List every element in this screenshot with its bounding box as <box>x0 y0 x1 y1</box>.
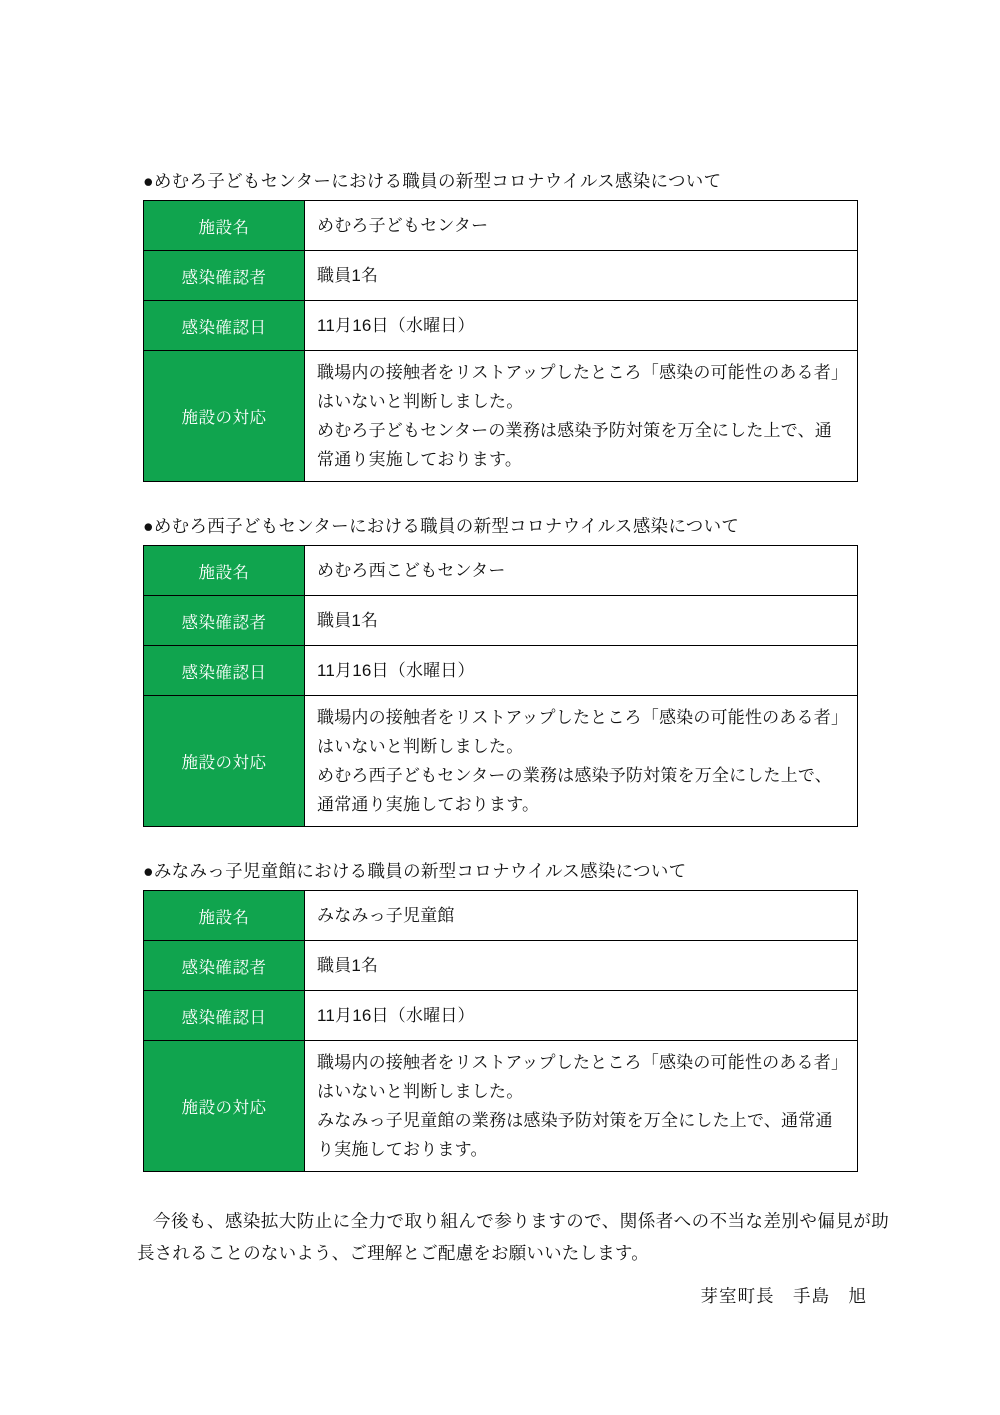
table-row-facility-response <box>144 696 858 827</box>
facility-section-minamikko-jidokan <box>143 858 1000 1172</box>
facility-table <box>143 890 858 1172</box>
facility-table <box>143 200 858 482</box>
facility-section-memuro-nishi-kodomo-center <box>143 513 1000 827</box>
row-value-facility-name: めむろ子どもセンター <box>305 201 858 251</box>
table-row-confirmed-date <box>144 301 858 351</box>
table-row-confirmed-person <box>144 941 858 991</box>
facility-table <box>143 545 858 827</box>
table-row-confirmed-date <box>144 646 858 696</box>
row-label-facility-response: 施設の対応 <box>144 696 305 827</box>
row-value-facility-response <box>305 1041 858 1172</box>
signature: 芽室町長 手島 旭 <box>700 1286 867 1306</box>
table-row-confirmed-date <box>144 991 858 1041</box>
row-value-facility-response <box>305 351 858 482</box>
response-line: 職場内の接触者をリストアップしたところ「感染の可能性のある者」はいないと判断しました。 <box>317 363 840 411</box>
row-value-confirmed-person: 職員1名 <box>305 596 858 646</box>
row-value-confirmed-date: 11月16日（水曜日） <box>305 991 858 1041</box>
table-row-facility-response <box>144 1041 858 1172</box>
response-line: めむろ西子どもセンターの業務は感染予防対策を万全にした上で、通常通り実施しております。 <box>317 766 832 814</box>
table-row-confirmed-person <box>144 596 858 646</box>
row-value-confirmed-date: 11月16日（水曜日） <box>305 646 858 696</box>
table-row-facility-name <box>144 891 858 941</box>
row-label-facility-name: 施設名 <box>144 891 305 941</box>
row-label-confirmed-person: 感染確認者 <box>144 941 305 991</box>
response-line: みなみっ子児童館の業務は感染予防対策を万全にした上で、通常通り実施しております。 <box>317 1111 833 1159</box>
row-value-facility-name: みなみっ子児童館 <box>305 891 858 941</box>
row-label-confirmed-date: 感染確認日 <box>144 646 305 696</box>
section-heading: ●めむろ子どもセンターにおける職員の新型コロナウイルス感染について <box>143 171 722 191</box>
response-line: 職場内の接触者をリストアップしたところ「感染の可能性のある者」はいないと判断しました。 <box>317 1053 840 1101</box>
table-row-facility-name <box>144 546 858 596</box>
section-heading: ●みなみっ子児童館における職員の新型コロナウイルス感染について <box>143 861 687 881</box>
row-label-confirmed-date: 感染確認日 <box>144 301 305 351</box>
row-label-facility-name: 施設名 <box>144 201 305 251</box>
row-value-confirmed-person: 職員1名 <box>305 941 858 991</box>
row-label-facility-response: 施設の対応 <box>144 1041 305 1172</box>
row-label-facility-name: 施設名 <box>144 546 305 596</box>
facility-section-memuro-kodomo-center <box>143 168 1000 482</box>
table-row-facility-response <box>144 351 858 482</box>
response-line: めむろ子どもセンターの業務は感染予防対策を万全にした上で、通常通り実施しております。 <box>317 421 832 469</box>
row-label-confirmed-person: 感染確認者 <box>144 251 305 301</box>
section-heading: ●めむろ西子どもセンターにおける職員の新型コロナウイルス感染について <box>143 516 740 536</box>
row-value-facility-name: めむろ西こどもセンター <box>305 546 858 596</box>
row-value-confirmed-date: 11月16日（水曜日） <box>305 301 858 351</box>
row-label-confirmed-date: 感染確認日 <box>144 991 305 1041</box>
row-label-facility-response: 施設の対応 <box>144 351 305 482</box>
table-row-facility-name <box>144 201 858 251</box>
row-value-confirmed-person: 職員1名 <box>305 251 858 301</box>
row-label-confirmed-person: 感染確認者 <box>144 596 305 646</box>
table-row-confirmed-person <box>144 251 858 301</box>
response-line: 職場内の接触者をリストアップしたところ「感染の可能性のある者」はいないと判断しました。 <box>317 708 840 756</box>
closing-paragraph: 今後も、感染拡大防止に全力で取り組んで参りますので、関係者への不当な差別や偏見が助長されることのないよう、ご理解とご配慮をお願いいたします。 <box>137 1211 889 1263</box>
row-value-facility-response <box>305 696 858 827</box>
